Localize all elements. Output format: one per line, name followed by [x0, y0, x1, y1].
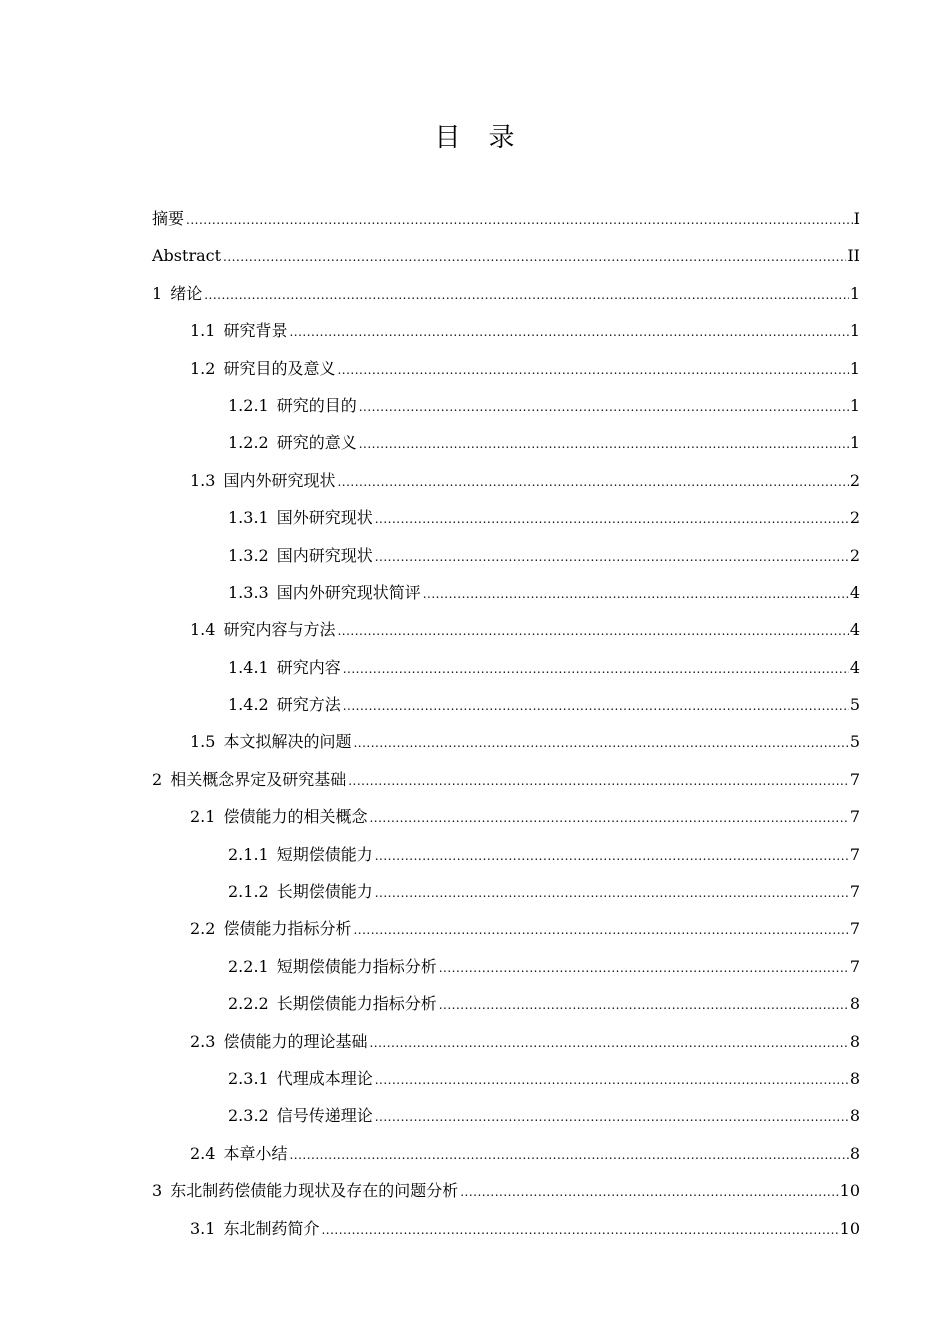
- toc-entry-text: 长期偿债能力: [276, 882, 373, 902]
- toc-entry-label: [228, 387, 359, 424]
- toc-entry-number: 1.4.2: [228, 695, 269, 715]
- toc-entry-page-number: 4: [849, 582, 860, 602]
- toc-dot-leader: [337, 613, 848, 650]
- toc-entry-number: 1.4.1: [228, 657, 269, 677]
- toc-entry[interactable]: [152, 723, 860, 760]
- toc-entry-label: [190, 611, 337, 648]
- toc-entry-label: [190, 1023, 369, 1060]
- toc-entry-number: 1.2.1: [228, 395, 269, 415]
- toc-entry-text: 研究的目的: [276, 395, 357, 415]
- toc-entry-label: [228, 873, 375, 910]
- toc-dot-leader: [289, 314, 848, 351]
- toc-dot-leader: [186, 202, 853, 239]
- toc-entry-number: 1: [152, 283, 163, 303]
- toc-dot-leader: [289, 1137, 848, 1174]
- toc-dot-leader: [375, 539, 849, 576]
- toc-entry-number: 2.3.2: [228, 1106, 269, 1126]
- toc-entry-label: [152, 275, 204, 312]
- toc-entry-page-number: 5: [849, 695, 860, 715]
- toc-entry-page-number: I: [853, 209, 860, 228]
- toc-entry-text: Abstract: [152, 246, 222, 266]
- toc-dot-leader: [439, 950, 849, 987]
- toc-entry[interactable]: [152, 649, 860, 686]
- toc-entry-label: [190, 910, 353, 947]
- toc-dot-leader: [423, 576, 849, 613]
- toc-entry-label: [190, 723, 353, 760]
- toc-entry[interactable]: [152, 948, 860, 985]
- toc-entry-number: 1.3: [190, 470, 216, 490]
- toc-entry-label: [228, 537, 375, 574]
- toc-entry[interactable]: [152, 798, 860, 835]
- toc-entry[interactable]: [152, 537, 860, 574]
- toc-entry-label: [190, 350, 337, 387]
- toc-entry[interactable]: [152, 200, 860, 237]
- toc-entry-label: [152, 237, 223, 274]
- toc-dot-leader: [343, 651, 849, 688]
- toc-entry-page-number: 4: [849, 620, 860, 640]
- toc-dot-leader: [369, 1025, 848, 1062]
- toc-entry-label: [228, 649, 343, 686]
- toc-entry-page-number: 7: [849, 956, 860, 976]
- toc-entry-page-number: 7: [849, 807, 860, 827]
- toc-entry-text: 研究方法: [276, 695, 341, 715]
- toc-entry[interactable]: [152, 387, 860, 424]
- toc-dot-leader: [369, 800, 848, 837]
- toc-entry-label: [228, 836, 375, 873]
- toc-entry-number: 2.1.2: [228, 882, 269, 902]
- toc-entry-page-number: 7: [849, 882, 860, 902]
- toc-entry-text: 偿债能力指标分析: [223, 919, 352, 939]
- toc-entry-label: [152, 1172, 460, 1209]
- toc-entry-page-number: 7: [849, 919, 860, 939]
- toc-entry[interactable]: [152, 761, 860, 798]
- toc-entry-number: 1.5: [190, 732, 216, 752]
- toc-entry-page-number: 1: [849, 358, 860, 378]
- toc-entry-label: [190, 312, 289, 349]
- toc-entry-number: 1.4: [190, 620, 216, 640]
- toc-entry-text: 国内外研究现状简评: [276, 582, 421, 602]
- toc-entry-label: [228, 686, 343, 723]
- toc-dot-leader: [204, 277, 849, 314]
- toc-entry-number: 2.3: [190, 1031, 216, 1051]
- toc-entry-text: 相关概念界定及研究基础: [170, 769, 347, 789]
- toc-dot-leader: [343, 688, 849, 725]
- toc-entry-text: 本章小结: [223, 1143, 288, 1163]
- toc-entry-page-number: II: [847, 246, 860, 266]
- toc-entry-label: [228, 1060, 375, 1097]
- toc-entry[interactable]: [152, 611, 860, 648]
- toc-entry-page-number: 2: [849, 545, 860, 565]
- toc-entry-page-number: 8: [849, 1143, 860, 1163]
- toc-entry-text: 研究内容与方法: [223, 620, 336, 640]
- toc-entry-text: 本文拟解决的问题: [223, 732, 352, 752]
- toc-entry-label: [190, 798, 369, 835]
- toc-entry-page-number: 7: [849, 769, 860, 789]
- toc-entry-number: 1.2.2: [228, 433, 269, 453]
- toc-entry-text: 代理成本理论: [276, 1068, 373, 1088]
- toc-entry-text: 研究目的及意义: [223, 358, 336, 378]
- toc-entry-number: 1.3.2: [228, 545, 269, 565]
- toc-dot-leader: [223, 239, 846, 276]
- toc-dot-leader: [353, 912, 848, 949]
- toc-entry-number: 2.2.2: [228, 994, 269, 1014]
- toc-entry-page-number: 8: [849, 1068, 860, 1088]
- toc-dot-leader: [375, 1062, 849, 1099]
- toc-entry-page-number: 10: [839, 1218, 860, 1238]
- toc-entry[interactable]: [152, 873, 860, 910]
- toc-entry-label: [190, 462, 337, 499]
- toc-entry-text: 偿债能力的相关概念: [223, 807, 368, 827]
- table-of-contents: [152, 200, 860, 1247]
- toc-entry[interactable]: [152, 499, 860, 536]
- toc-entry[interactable]: [152, 686, 860, 723]
- toc-entry-number: 2.2.1: [228, 956, 269, 976]
- toc-entry-page-number: 1: [849, 283, 860, 303]
- toc-entry-page-number: 7: [849, 844, 860, 864]
- toc-entry-number: 2.3.1: [228, 1068, 269, 1088]
- toc-entry-number: 1.1: [190, 321, 216, 341]
- toc-entry[interactable]: [152, 312, 860, 349]
- toc-entry-text: 国外研究现状: [276, 508, 373, 528]
- toc-dot-leader: [375, 501, 849, 538]
- toc-entry[interactable]: [152, 1060, 860, 1097]
- toc-entry-page-number: 4: [849, 657, 860, 677]
- toc-entry-text: 研究内容: [276, 657, 341, 677]
- toc-entry-number: 1.3.1: [228, 508, 269, 528]
- toc-dot-leader: [353, 725, 848, 762]
- toc-entry-label: [228, 948, 439, 985]
- toc-entry[interactable]: [152, 1172, 860, 1209]
- toc-entry[interactable]: [152, 350, 860, 387]
- toc-entry[interactable]: [152, 462, 860, 499]
- toc-entry-page-number: 1: [849, 321, 860, 341]
- toc-entry[interactable]: [152, 424, 860, 461]
- toc-entry-label: [190, 1210, 321, 1247]
- toc-entry-page-number: 8: [849, 994, 860, 1014]
- toc-entry-number: 1.2: [190, 358, 216, 378]
- toc-dot-leader: [359, 426, 849, 463]
- toc-dot-leader: [375, 1099, 849, 1136]
- toc-entry-number: 2.1: [190, 807, 216, 827]
- toc-entry-text: 国内外研究现状: [223, 470, 336, 490]
- toc-entry-page-number: 8: [849, 1031, 860, 1051]
- toc-entry[interactable]: [152, 275, 860, 312]
- toc-dot-leader: [439, 987, 849, 1024]
- toc-dot-leader: [321, 1212, 838, 1249]
- toc-entry-label: [228, 985, 439, 1022]
- toc-entry[interactable]: [152, 1023, 860, 1060]
- toc-entry[interactable]: [152, 1210, 860, 1247]
- toc-entry[interactable]: [152, 1097, 860, 1134]
- toc-dot-leader: [348, 763, 849, 800]
- toc-entry[interactable]: [152, 237, 860, 274]
- toc-entry-label: [228, 424, 359, 461]
- toc-entry-page-number: 8: [849, 1106, 860, 1126]
- toc-entry-page-number: 1: [849, 395, 860, 415]
- toc-entry-text: 东北制药偿债能力现状及存在的问题分析: [170, 1181, 459, 1201]
- toc-entry-text: 短期偿债能力指标分析: [276, 956, 437, 976]
- toc-entry-text: 偿债能力的理论基础: [223, 1031, 368, 1051]
- toc-entry-number: 2: [152, 769, 163, 789]
- toc-entry-text: 研究的意义: [276, 433, 357, 453]
- toc-entry-text: 研究背景: [223, 321, 288, 341]
- toc-entry-label: [152, 761, 348, 798]
- toc-dot-leader: [375, 875, 849, 912]
- toc-entry-number: 3: [152, 1181, 163, 1201]
- toc-dot-leader: [337, 352, 848, 389]
- toc-entry-text: 长期偿债能力指标分析: [276, 994, 437, 1014]
- toc-entry-text: 国内研究现状: [276, 545, 373, 565]
- toc-entry-text: 东北制药简介: [223, 1218, 320, 1238]
- toc-entry[interactable]: [152, 1135, 860, 1172]
- toc-entry-page-number: 10: [839, 1181, 860, 1201]
- toc-entry-label: [228, 574, 423, 611]
- toc-dot-leader: [460, 1174, 838, 1211]
- toc-dot-leader: [375, 838, 849, 875]
- toc-entry-number: 1.3.3: [228, 582, 269, 602]
- toc-entry-number: 2.2: [190, 919, 216, 939]
- toc-dot-leader: [337, 464, 848, 501]
- toc-entry-text: 绪论: [170, 283, 203, 303]
- page-title: 目 录: [434, 123, 516, 153]
- toc-entry-page-number: 2: [849, 508, 860, 528]
- toc-entry[interactable]: [152, 574, 860, 611]
- toc-entry-label: [228, 1097, 375, 1134]
- toc-entry[interactable]: [152, 836, 860, 873]
- toc-entry-number: 3.1: [190, 1218, 216, 1238]
- toc-entry[interactable]: [152, 985, 860, 1022]
- toc-entry-page-number: 1: [849, 433, 860, 453]
- toc-entry-text: 摘要: [152, 209, 185, 228]
- toc-entry[interactable]: [152, 910, 860, 947]
- toc-entry-page-number: 5: [849, 732, 860, 752]
- toc-entry-label: [190, 1135, 289, 1172]
- toc-dot-leader: [359, 389, 849, 426]
- toc-entry-text: 信号传递理论: [276, 1106, 373, 1126]
- toc-entry-text: 短期偿债能力: [276, 844, 373, 864]
- toc-entry-number: 2.4: [190, 1143, 216, 1163]
- toc-entry-number: 2.1.1: [228, 844, 269, 864]
- toc-entry-page-number: 2: [849, 470, 860, 490]
- toc-entry-label: [152, 200, 186, 237]
- toc-entry-label: [228, 499, 375, 536]
